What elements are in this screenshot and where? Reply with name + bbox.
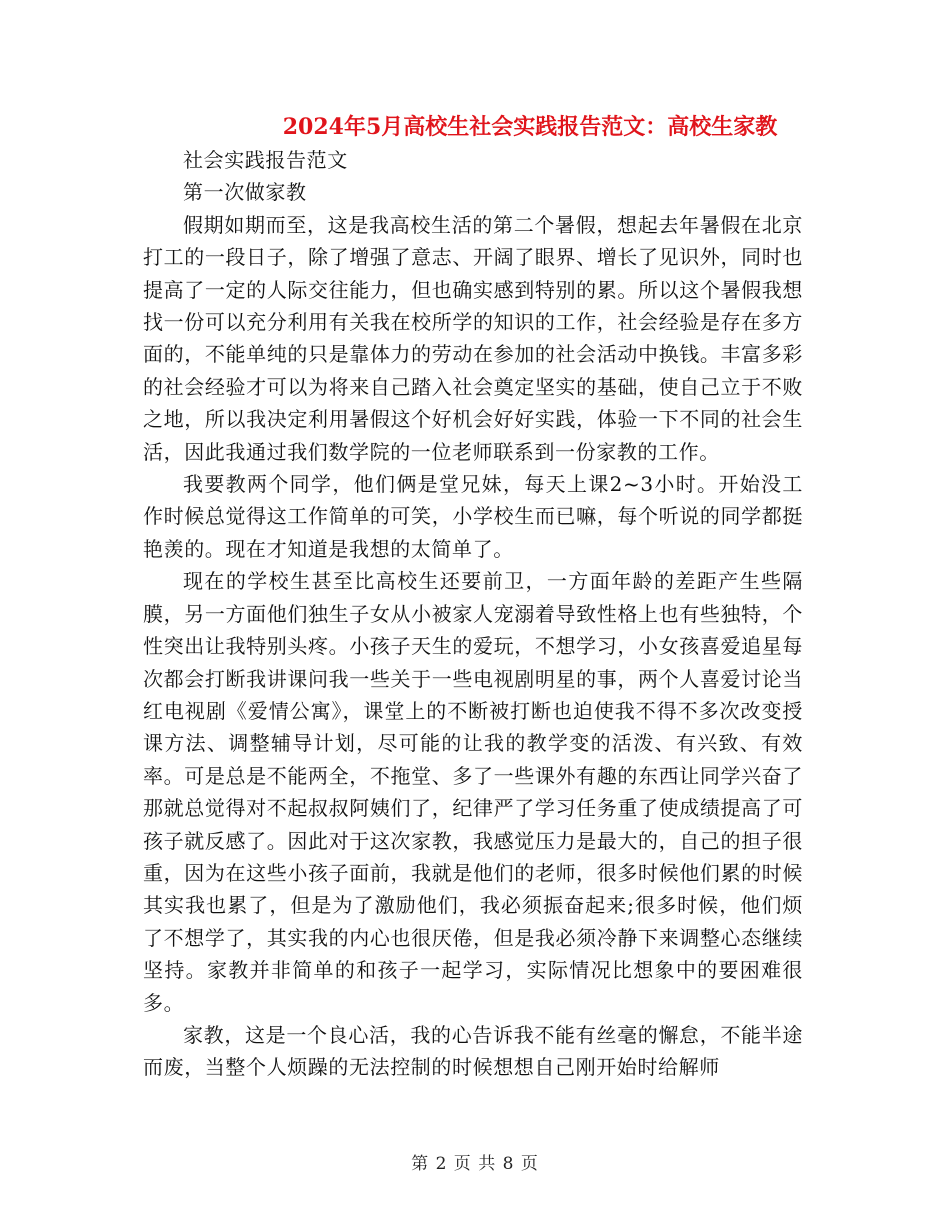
paragraph: 现在的学校生甚至比高校生还要前卫，一方面年龄的差距产生些隔膜，另一方面他们独生子女从小被家人宠溺着导致性格上也有些独特，个性突出让我特别头疼。小孩子天生的爱玩，不想学习，小女孩喜爱追星每次都会打断我讲课问我一些关于一些电视剧明星的事，两个人喜爱讨论当红电视剧《爱情公寓》，课堂上的不断被打断也迫使我不得不多次改变授课方法、调整辅导计划，尽可能的让我的教学变的活泼、有兴致、有效率。可是总是不能两全，不拖堂、多了一些课外有趣的东西让同学兴奋了那就总觉得对不起叔叔阿姨们了，纪律严了学习任务重了使成绩提高了可孩子就反感了。因此对于这次家教，我感觉压力是最大的，自己的担子很重，因为在这些小孩子面前，我就是他们的老师，很多时候他们累的时候其实我也累了，但是为了激励他们，我必须振奋起来;很多时候，他们烦了不想学了，其实我的内心也很厌倦，但是我必须冷静下来调整心态继续坚持。家教并非简单的和孩子一起学习，实际情况比想象中的要困难很多。 (143, 569, 803, 1015)
document-title: 2024年5月高校生社会实践报告范文：高校生家教 (282, 114, 778, 140)
document-body (143, 144, 803, 1084)
page-number-footer: 第 2 页 共 8 页 (411, 1154, 539, 1174)
paragraph: 社会实践报告范文 (183, 148, 348, 172)
paragraph: 假期如期而至，这是我高校生活的第二个暑假，想起去年暑假在北京打工的一段日子，除了增强了意志、开阔了眼界、增长了见识外，同时也提高了一定的人际交往能力，但也确实感到特别的累。所以这个暑假我想找一份可以充分利用有关我在校所学的知识的工作，社会经验是存在多方面的，不能单纯的只是靠体力的劳动在参加的社会活动中换钱。丰富多彩的社会经验才可以为将来自己踏入社会奠定坚实的基础，使自己立于不败之地，所以我决定利用暑假这个好机会好好实践，体验一下不同的社会生活，因此我通过我们数学院的一位老师联系到一份家教的工作。 (143, 212, 803, 464)
paragraph: 家教，这是一个良心活，我的心告诉我不能有丝毫的懈怠，不能半途而废，当整个人烦躁的无法控制的时候想想自己刚开始时给解师 (143, 1022, 803, 1080)
paragraph: 我要教两个同学，他们俩是堂兄妹，每天上课2~3小时。开始没工作时候总觉得这工作简单的可笑，小学校生而已嘛，每个听说的同学都挺艳羡的。现在才知道是我想的太简单了。 (143, 472, 803, 561)
paragraph: 第一次做家教 (183, 180, 307, 205)
